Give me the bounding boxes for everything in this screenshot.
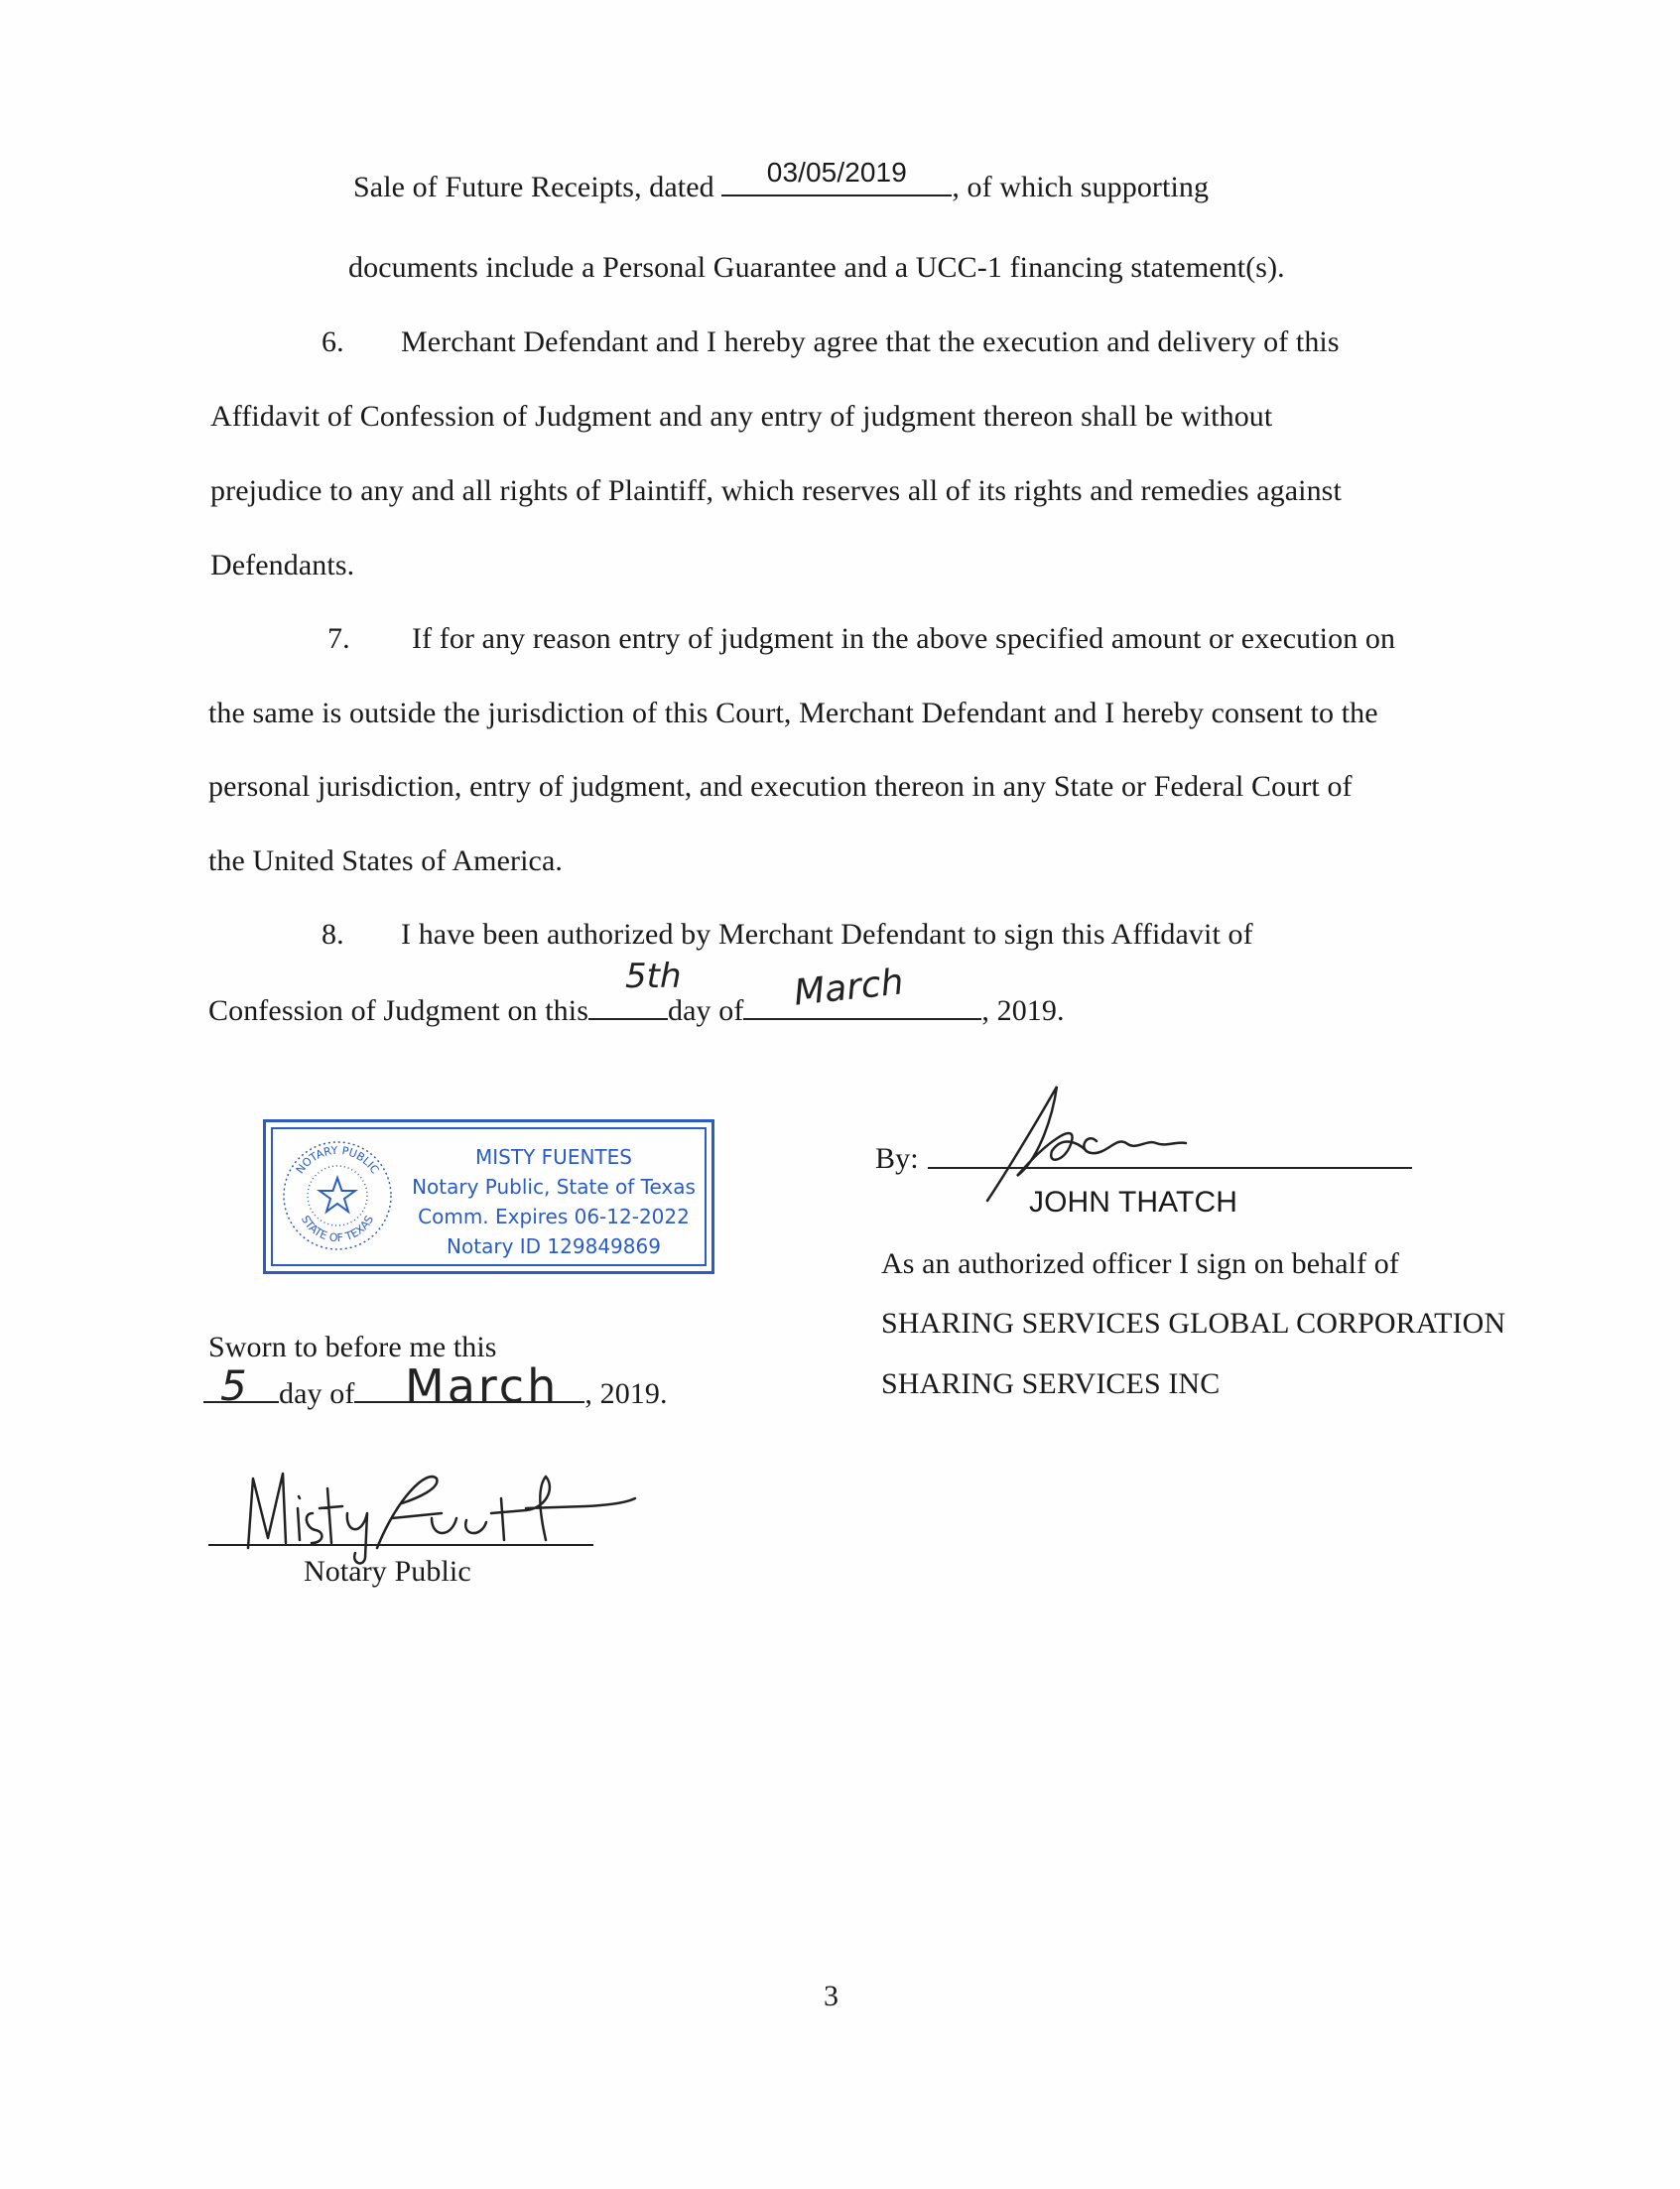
svg-text:STATE OF TEXAS xyxy=(299,1214,376,1244)
sworn-year: , 2019. xyxy=(584,1377,668,1410)
svg-text:NOTARY PUBLIC xyxy=(294,1144,382,1177)
page-number: 3 xyxy=(824,1980,840,2012)
p5-line2: documents include a Personal Guarantee and a UCC-1 financing statement(s). xyxy=(348,251,1285,284)
stamp-name: MISTY FUENTES xyxy=(475,1145,632,1169)
p7-line1: If for any reason entry of judgment in the above specified amount or execution on xyxy=(412,622,1396,655)
p8-month-handwritten: March xyxy=(792,962,906,1014)
signer-authority: As an authorized officer I sign on behalf of xyxy=(881,1247,1400,1280)
sworn-day-handwritten: 5 xyxy=(220,1361,247,1410)
sworn-month-handwritten: March xyxy=(405,1359,560,1413)
p6-line1: Merchant Defendant and I hereby agree that the execution and delivery of this xyxy=(401,325,1340,358)
notary-seal-icon xyxy=(282,1140,393,1251)
p6-line3: prejudice to any and all rights of Plaintiff, which reserves all of its rights and remedies against xyxy=(210,474,1342,507)
seal-bottom-text: STATE OF TEXAS xyxy=(298,1213,377,1245)
p8-line2-prefix: Confession of Judgment on this xyxy=(208,994,588,1027)
p7-number: 7. xyxy=(327,622,350,655)
p8-line2-suffix: , 2019. xyxy=(981,994,1065,1027)
p6-number: 6. xyxy=(322,325,344,358)
notary-stamp xyxy=(263,1119,714,1274)
p8-line1: I have been authorized by Merchant Defendant to sign this Affidavit of xyxy=(401,918,1253,951)
p5-line1-suffix: , of which supporting xyxy=(952,171,1210,203)
seal-top-text: NOTARY PUBLIC xyxy=(293,1143,382,1177)
p5-date: 03/05/2019 xyxy=(766,157,907,188)
p5-line1-prefix: Sale of Future Receipts, dated xyxy=(353,171,714,203)
stamp-line4: Notary ID 129849869 xyxy=(447,1234,661,1258)
p8-day-handwritten: 5th xyxy=(625,957,682,996)
stamp-text-block xyxy=(405,1142,703,1261)
p7-line3: personal jurisdiction, entry of judgment, and execution thereon in any State or Federal Court of xyxy=(208,770,1353,803)
p6-line2: Affidavit of Confession of Judgment and any entry of judgment thereon shall be without xyxy=(210,400,1273,433)
p8-line2-mid: day of xyxy=(668,994,744,1027)
notary-public-label: Notary Public xyxy=(304,1555,471,1588)
p6-line4: Defendants. xyxy=(210,549,355,581)
company-name-2: SHARING SERVICES INC xyxy=(881,1367,1221,1400)
stamp-line2: Notary Public, State of Texas xyxy=(412,1175,696,1199)
p5-date-blank xyxy=(721,157,952,196)
stamp-line3: Comm. Expires 06-12-2022 xyxy=(418,1205,690,1228)
p8-number: 8. xyxy=(322,918,344,951)
sworn-text: Sworn to before me this xyxy=(208,1331,497,1363)
p7-line4: the United States of America. xyxy=(208,844,563,877)
p7-line2: the same is outside the jurisdiction of this Court, Merchant Defendant and I hereby consent to the xyxy=(208,697,1378,729)
sworn-day-of: day of xyxy=(279,1377,355,1410)
signer-name: JOHN THATCH xyxy=(1029,1186,1237,1219)
company-name-1: SHARING SERVICES GLOBAL CORPORATION xyxy=(881,1307,1506,1340)
p5-line1 xyxy=(353,157,1210,205)
by-label: By: xyxy=(875,1142,919,1175)
notary-signature-icon xyxy=(228,1459,645,1568)
